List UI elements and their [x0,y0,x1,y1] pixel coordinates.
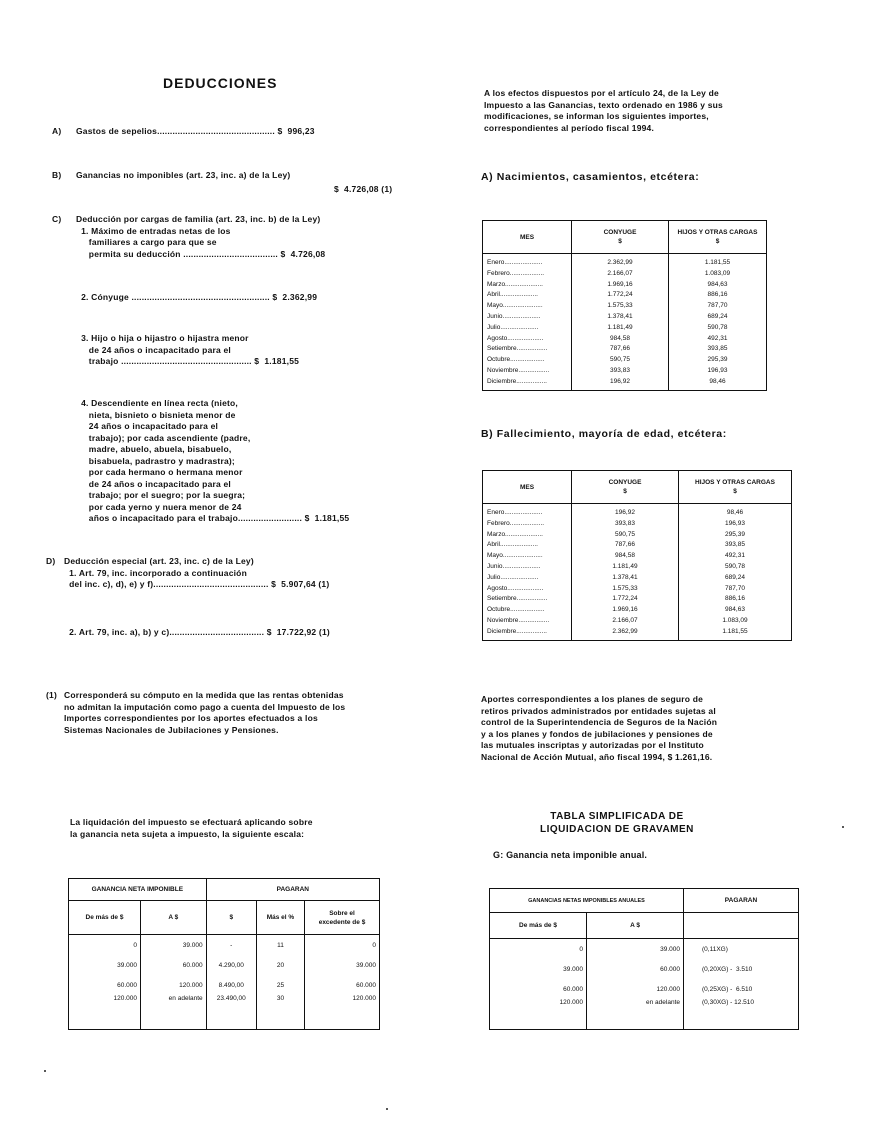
table-a [482,220,767,391]
table-row [483,573,792,584]
simple-head-empty [684,913,799,939]
item-b-label: B) [52,170,62,180]
amount-cell: 1.181,55 [669,254,767,269]
item-c4-text: 4. Descendiente en línea recta (nieto, nieta, bisnieto o bisnieta menor de 24 años o incapacitado para el trabajo); por cada ascendiente (padre, madre, abuelo, abuela, bisabuelo, bisabuela, padrastro y madrastra); por cada hermano o hermana menor de 24 años o incapacitado para el trabajo; por el suegro; por la suegra; por cada yerno y nuera menor de 24 años o incapacitado para el trabajo......................... $ 1.181,55 [81,398,350,523]
footnote-label: (1) [46,690,57,700]
simple-head-demas: De más de $ [490,913,587,939]
table-row [490,959,799,979]
scan-speck [842,826,844,828]
item-c2-text: 2. Cónyuge ...................................................... $ 2.362,99 [76,292,318,302]
simplified-table-title: TABLA SIMPLIFICADA DE LIQUIDACION DE GRAVAMEN [540,811,694,835]
month-cell: Octubre................... [483,605,572,616]
amount-cell: 590,75 [572,530,679,541]
table-row [483,355,767,366]
amount-cell: 787,70 [669,301,767,312]
amount-cell: 984,63 [679,605,792,616]
amount-cell: 1.181,49 [572,562,679,573]
table-cell: 60.000 [140,955,206,975]
table-cell: 39.000 [587,939,684,960]
amount-cell: 590,78 [679,562,792,573]
table-row [483,301,767,312]
table-row [69,995,380,1030]
simple-head-ganancias: GANANCIAS NETAS IMPONIBLES ANUALES [490,889,684,913]
amount-cell: 196,92 [572,504,679,519]
table-cell: 39.000 [305,955,380,975]
month-cell: Julio..................... [483,573,572,584]
simple-head-pagaran: PAGARAN [684,889,799,913]
amount-cell: 2.166,07 [572,269,669,280]
aportes-paragraph: Aportes correspondientes a los planes de seguro de retiros privados administrados por entidades sujetas al control de la Superintendencia de Seguros de la Nación y a los planes y fondos de jubilaciones y pensiones de las mutuales inscriptas y autorizadas por el Instituto Nacional de Acción Mutual, año fiscal 1994, $ 1.261,16. [481,694,718,762]
table-row [483,562,792,573]
table-row [483,504,792,519]
table-a-head-hijos: HIJOS Y OTRAS CARGAS $ [669,221,767,254]
month-cell: Enero..................... [483,254,572,269]
amount-cell: 984,58 [572,334,669,345]
table-cell: en adelante [587,999,684,1030]
item-d-text: Deducción especial (art. 23, inc. c) de la Ley) 1. Art. 79, inc. incorporado a continuación del inc. c), d), e) y f)............................................. $ 5.907,64 (1) [64,556,330,589]
amount-cell: 2.362,99 [572,254,669,269]
table-row [69,955,380,975]
amount-cell: 393,83 [572,366,669,377]
amount-cell: 295,39 [679,530,792,541]
amount-cell: 2.362,99 [572,627,679,640]
month-cell: Junio..................... [483,562,572,573]
item-c-label: C) [52,214,62,224]
table-cell: 120.000 [490,999,587,1030]
table-cell: 30 [256,995,304,1030]
table-cell: (0,30XG) - 12.510 [684,999,799,1030]
month-cell: Setiembre................. [483,344,572,355]
section-a-title: A) Nacimientos, casamientos, etcétera: [481,171,700,183]
table-a-head-mes: MES [483,221,572,254]
amount-cell: 787,70 [679,584,792,595]
scale-head-mas-pct: Más el % [256,901,304,935]
table-cell: (0,11XG) [684,939,799,960]
footnote-text: Corresponderá su cómputo en la medida que las rentas obtenidas no admitan la imputación como pago a cuenta del Impuesto de los Importes correspondientes por los aportes efectuados a los Sistemas Nacionales de Jubilaciones y Pensiones. [64,690,346,735]
table-row [483,254,767,269]
month-cell: Enero..................... [483,504,572,519]
month-cell: Abril..................... [483,290,572,301]
table-row [483,616,792,627]
month-cell: Mayo...................... [483,301,572,312]
table-row [483,584,792,595]
month-cell: Diciembre................. [483,627,572,640]
amount-cell: 984,63 [669,280,767,291]
table-cell: 20 [256,955,304,975]
amount-cell: 1.772,24 [572,594,679,605]
simple-head-as: A $ [587,913,684,939]
amount-cell: 1.181,49 [572,323,669,334]
amount-cell: 1.181,55 [679,627,792,640]
table-row [483,280,767,291]
amount-cell: 98,46 [679,504,792,519]
item-c-text: Deducción por cargas de familia (art. 23, inc. b) de la Ley) 1. Máximo de entradas netas de los familiares a cargo para que se permita su deducción ..................................... $ 4.726,08 [76,214,326,259]
table-b-head-mes: MES [483,471,572,504]
table-row [483,312,767,323]
month-cell: Diciembre................. [483,377,572,390]
table-cell: 39.000 [140,935,206,956]
table-b [482,470,792,641]
month-cell: Abril..................... [483,540,572,551]
month-cell: Marzo..................... [483,530,572,541]
scale-head-pagaran: PAGARAN [206,879,379,901]
table-cell: 4.290,00 [206,955,256,975]
table-cell: 39.000 [490,959,587,979]
table-row [483,334,767,345]
scale-head-sobre: Sobre el excedente de $ [305,901,380,935]
table-row [490,999,799,1030]
month-cell: Agosto.................... [483,334,572,345]
amount-cell: 689,24 [679,573,792,584]
month-cell: Noviembre................. [483,616,572,627]
table-cell: 8.490,00 [206,975,256,995]
table-cell: 60.000 [587,959,684,979]
table-row [483,594,792,605]
table-cell: 11 [256,935,304,956]
amount-cell: 98,46 [669,377,767,390]
month-cell: Mayo...................... [483,551,572,562]
table-cell: 25 [256,975,304,995]
scan-speck [386,1108,388,1110]
item-d2-text: 2. Art. 79, inc. a), b) y c)..................................... $ 17.722,92 (1) [64,627,330,637]
table-cell: 0 [69,935,141,956]
item-a-text: Gastos de sepelios.............................................. $ 996,23 [76,126,315,136]
table-row [490,939,799,960]
amount-cell: 787,66 [572,344,669,355]
table-cell: 0 [305,935,380,956]
table-row [483,269,767,280]
table-row [483,605,792,616]
amount-cell: 1.969,16 [572,280,669,291]
scale-intro: La liquidación del impuesto se efectuará aplicando sobre la ganancia neta sujeta a impuesto, la siguiente escala: [70,817,313,839]
simple-table [489,888,799,1030]
table-row [483,551,792,562]
section-b-title: B) Fallecimiento, mayoría de edad, etcétera: [481,428,727,440]
amount-cell: 787,66 [572,540,679,551]
intro-paragraph: A los efectos dispuestos por el artículo 24, de la Ley de Impuesto a las Ganancias, texto ordenado en 1986 y sus modificaciones, se informan los siguientes importes, correspondientes al período fiscal 1994. [484,88,723,133]
scan-speck [44,1070,46,1072]
item-c3-text: 3. Hijo o hija o hijastro o hijastra menor de 24 años o incapacitado para el trabajo ................................................... $ 1.181,55 [81,333,300,366]
table-cell: 120.000 [305,995,380,1030]
table-cell: 0 [490,939,587,960]
month-cell: Febrero................... [483,519,572,530]
table-cell: 120.000 [69,995,141,1030]
table-cell: 23.490,00 [206,995,256,1030]
amount-cell: 2.166,07 [572,616,679,627]
month-cell: Julio..................... [483,323,572,334]
amount-cell: 1.083,09 [669,269,767,280]
amount-cell: 689,24 [669,312,767,323]
scale-head-as: A $ [140,901,206,935]
amount-cell: 1.378,41 [572,312,669,323]
g-definition: G: Ganancia neta imponible anual. [493,850,648,860]
amount-cell: 196,92 [572,377,669,390]
amount-cell: 393,83 [572,519,679,530]
month-cell: Agosto.................... [483,584,572,595]
table-cell: 60.000 [69,975,141,995]
amount-cell: 295,39 [669,355,767,366]
table-a-head-conyuge: CONYUGE $ [572,221,669,254]
month-cell: Marzo..................... [483,280,572,291]
table-row [483,344,767,355]
amount-cell: 1.969,16 [572,605,679,616]
table-row [483,627,792,640]
table-b-head-hijos: HIJOS Y OTRAS CARGAS $ [679,471,792,504]
scale-head-pesos: $ [206,901,256,935]
table-cell: (0,20XG) - 3.510 [684,959,799,979]
table-cell: 120.000 [140,975,206,995]
amount-cell: 196,93 [679,519,792,530]
item-b-amount: $ 4.726,08 (1) [334,184,393,194]
page-title: DEDUCCIONES [163,75,278,91]
table-cell: 39.000 [69,955,141,975]
amount-cell: 492,31 [669,334,767,345]
table-row [483,530,792,541]
amount-cell: 393,85 [669,344,767,355]
table-row [490,979,799,999]
table-cell: 120.000 [587,979,684,999]
amount-cell: 1.083,09 [679,616,792,627]
amount-cell: 1.772,24 [572,290,669,301]
table-b-head-conyuge: CONYUGE $ [572,471,679,504]
item-d-label: D) [46,556,56,566]
table-row [483,290,767,301]
amount-cell: 1.575,33 [572,584,679,595]
month-cell: Octubre................... [483,355,572,366]
table-cell: - [206,935,256,956]
amount-cell: 1.575,33 [572,301,669,312]
month-cell: Noviembre................. [483,366,572,377]
month-cell: Junio..................... [483,312,572,323]
amount-cell: 1.378,41 [572,573,679,584]
amount-cell: 984,58 [572,551,679,562]
amount-cell: 393,85 [679,540,792,551]
table-row [483,519,792,530]
table-row [483,366,767,377]
amount-cell: 492,31 [679,551,792,562]
table-row [483,377,767,390]
table-cell: 60.000 [305,975,380,995]
amount-cell: 590,75 [572,355,669,366]
amount-cell: 886,16 [679,594,792,605]
month-cell: Febrero................... [483,269,572,280]
table-cell: (0,25XG) - 6.510 [684,979,799,999]
table-cell: en adelante [140,995,206,1030]
scale-head-ganancia: GANANCIA NETA IMPONIBLE [69,879,207,901]
amount-cell: 196,93 [669,366,767,377]
table-row [69,975,380,995]
table-cell: 60.000 [490,979,587,999]
amount-cell: 590,78 [669,323,767,334]
item-b-text: Ganancias no imponibles (art. 23, inc. a) de la Ley) [76,170,291,180]
amount-cell: 886,16 [669,290,767,301]
table-row [483,323,767,334]
item-a-label: A) [52,126,62,136]
scale-head-demas: De más de $ [69,901,141,935]
table-row [483,540,792,551]
scale-table [68,878,380,1030]
month-cell: Setiembre................. [483,594,572,605]
table-row [69,935,380,956]
